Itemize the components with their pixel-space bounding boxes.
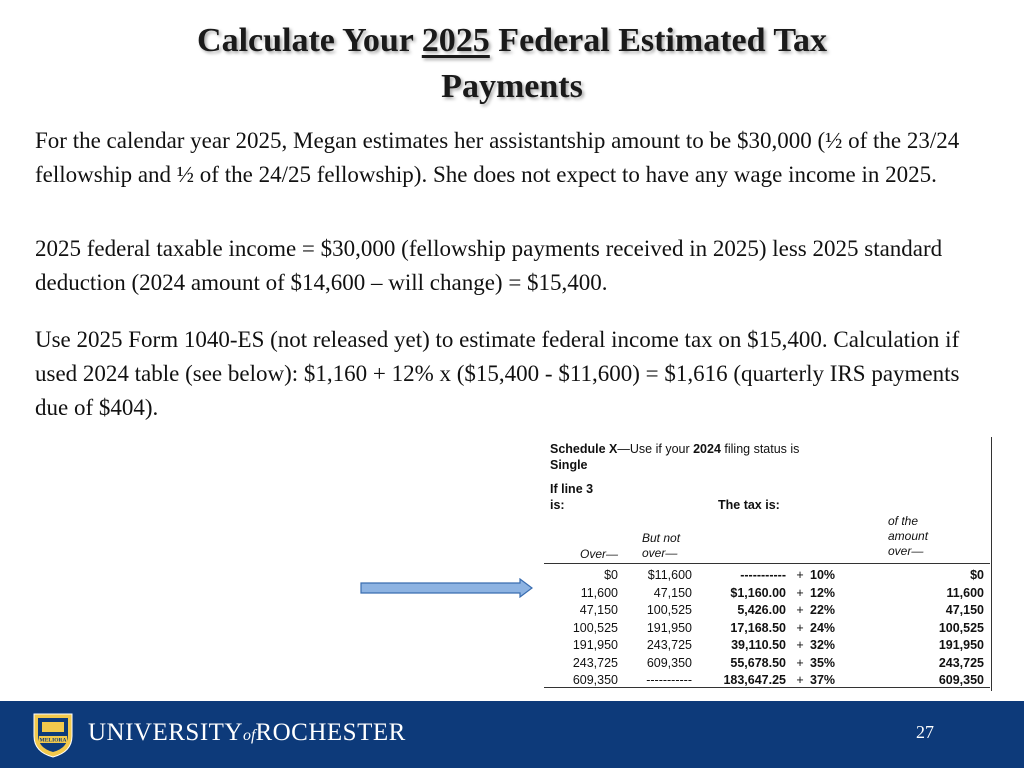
cell-over: 11,600 [580,585,618,600]
col-ofamt-b: amount [888,529,929,543]
cell-tax: $1,160.00 [730,585,786,600]
if-line3-b: is: [550,498,565,512]
cell-over: $0 [604,568,618,582]
col-butnot-a: But not [642,531,681,545]
page-number: 27 [916,722,934,742]
cell-of-amount: 609,350 [938,673,984,687]
cell-plus: + [796,620,804,635]
schedule-title-rest: —Use if your [617,442,694,456]
cell-but-not-over: 243,725 [646,638,692,652]
cell-tax: 55,678.50 [730,655,786,670]
cell-over: 609,350 [572,673,618,687]
schedule-right-border [991,437,992,691]
cell-but-not-over: ----------- [646,673,692,687]
table-row [542,620,988,638]
cell-of-amount: $0 [970,568,984,582]
cell-rate: 22% [810,603,836,617]
cell-of-amount: 47,150 [945,603,984,617]
col-butnot-b: over— [642,546,678,560]
cell-tax: 183,647.25 [723,673,786,687]
cell-of-amount: 100,525 [938,620,984,635]
cell-tax: 39,110.50 [731,638,786,652]
cell-tax: ----------- [740,568,786,582]
cell-plus: + [796,603,804,617]
table-bottom-rule [544,687,990,688]
col-ofamt-c: over— [888,544,924,558]
schedule-x-table [542,437,994,691]
tax-is-header: The tax is: [718,498,780,512]
university-seal-icon [30,710,76,758]
right-arrow-icon [360,578,534,598]
table-row [542,637,988,655]
if-line3-header [550,481,593,513]
cell-tax: 17,168.50 [730,620,786,635]
cell-but-not-over: 47,150 [653,585,692,600]
paragraph-taxable-income: 2025 federal taxable income = $30,000 (fellowship payments received in 2025) less 2025 standard deduction (2024 amount of $14,600 – will change) = $15,400. [35,236,943,295]
cell-of-amount: 191,950 [938,638,984,652]
title-line2: Payments [441,68,583,105]
title-year: 2025 [421,22,490,59]
if-line3-a: If line 3 [550,482,594,496]
col-header-but-not-over [642,531,692,561]
schedule-title-tail: filing status is [720,442,800,456]
cell-plus: + [796,673,804,687]
title-suffix: Federal Estimated Tax [489,22,827,59]
cell-rate: 32% [810,638,836,652]
cell-rate: 10% [810,568,836,582]
paragraph-assistantship: For the calendar year 2025, Megan estimates her assistantship amount to be $30,000 (½ of the 23/24 fellowship and ½ of the 24/25 fellowship). She does not expect to have any wage income in 2025. [35,128,960,187]
cell-over: 191,950 [572,638,618,652]
cell-of-amount: 11,600 [946,585,984,600]
university-name-b: ROCHESTER [255,719,406,746]
cell-plus: + [796,638,804,652]
cell-but-not-over: $11,600 [647,568,692,582]
cell-but-not-over: 100,525 [646,603,692,617]
col-header-over: Over— [579,547,618,561]
cell-plus: + [796,655,804,670]
slide-title [0,18,1024,110]
cell-rate: 24% [810,620,836,635]
seal-motto: MELIORA [39,737,67,744]
header-divider [544,563,990,564]
cell-of-amount: 243,725 [938,655,984,670]
col-ofamt-a: of the [888,514,919,528]
schedule-title-year: 2024 [693,442,721,456]
title-prefix: Calculate Your [197,22,422,59]
cell-but-not-over: 609,350 [646,655,692,670]
table-row [542,655,988,673]
cell-over: 243,725 [572,655,618,670]
cell-over: 100,525 [572,620,618,635]
cell-but-not-over: 191,950 [646,620,692,635]
cell-rate: 12% [810,585,836,600]
cell-plus: + [796,585,804,600]
cell-tax: 5,426.00 [737,603,786,617]
paragraph-estimate: Use 2025 Form 1040-ES (not released yet) to estimate federal income tax on $15,400. Calculation if used 2024 table (see below): $1,160 + 12% x ($15,400 - $11,600) = $1,616 (quarterly IRS payments due of $404). [35,327,960,420]
table-row [542,585,988,603]
cell-over: 47,150 [579,603,618,617]
cell-plus: + [796,568,804,582]
footer-bar [0,701,1024,768]
university-name-a: UNIVERSITY [88,719,243,746]
university-name-of: of [243,727,256,744]
university-name [88,718,406,751]
cell-rate: 37% [810,673,836,687]
col-header-of-amount-over [888,514,948,559]
schedule-title-bold: Schedule X [550,442,618,456]
table-row [542,602,988,620]
table-row [542,567,988,585]
cell-rate: 35% [810,655,836,670]
schedule-title-line2: Single [550,458,588,472]
schedule-title [550,441,970,473]
